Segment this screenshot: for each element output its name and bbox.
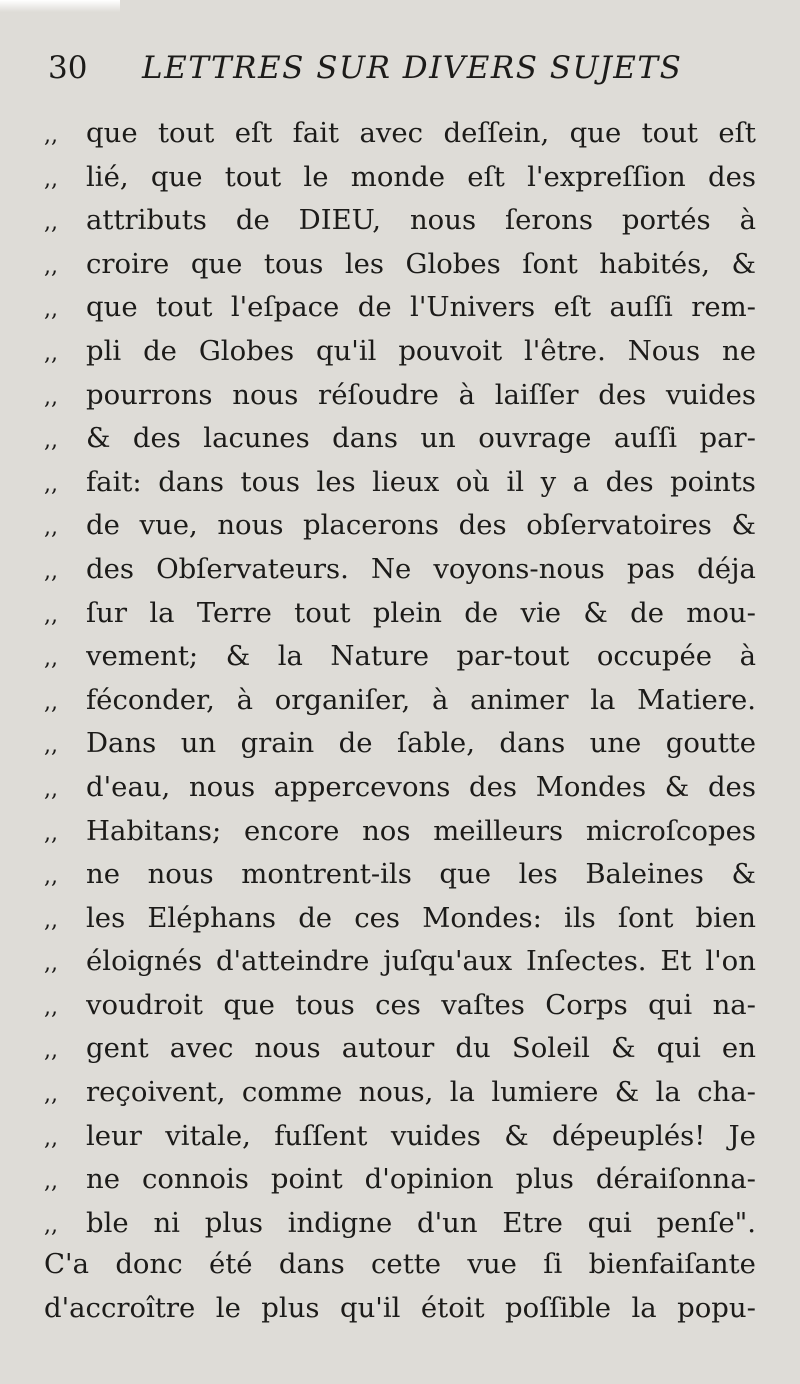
line-text: & des lacunes dans un ouvrage auſſi par- (86, 422, 756, 455)
quotation-mark: ,, (44, 951, 58, 977)
text-line (44, 895, 756, 939)
quotation-mark: ,, (44, 428, 58, 454)
text-line (44, 1069, 756, 1113)
text-line (44, 1025, 756, 1069)
line-text: que tout eſt fait avec deſſein, que tout eſt (86, 117, 756, 149)
quotation-mark: ,, (44, 1082, 58, 1108)
line-text: ſur la Terre tout plein de vie & de mou- (86, 596, 756, 629)
text-line (44, 633, 756, 677)
quotation-mark: ,, (44, 994, 58, 1020)
text-line (44, 1113, 756, 1157)
quotation-mark: ,, (44, 210, 58, 236)
text-line (44, 284, 756, 328)
quotation-mark: ,, (44, 515, 58, 541)
line-text: que tout l'eſpace de l'Univers eſt auſſi rem- (86, 291, 756, 324)
text-line (44, 808, 756, 852)
line-text: féconder, à organiſer, à animer la Matiere. (86, 683, 756, 716)
line-text: ne nous montrent-ils que les Baleines & (86, 858, 756, 891)
quotation-mark: ,, (44, 558, 58, 584)
line-text: pourrons nous réſoudre à laiſſer des vuides (86, 378, 756, 411)
text-line (44, 1200, 756, 1244)
quotation-mark: ,, (44, 907, 58, 933)
text-line (44, 720, 756, 764)
text-line (44, 677, 756, 721)
quotation-mark: ,, (44, 471, 58, 497)
line-text: d'eau, nous appercevons des Mondes & des (86, 770, 756, 803)
text-line (44, 328, 756, 372)
quotation-mark: ,, (44, 1038, 58, 1064)
quotation-mark: ,, (44, 297, 58, 323)
quotation-mark: ,, (44, 602, 58, 628)
line-text: leur vitale, fuſſent vuides & dépeuplés! Je (86, 1119, 756, 1152)
body-text (44, 110, 756, 1331)
line-text: fait: dans tous les lieux où il y a des points (86, 465, 756, 498)
text-line (44, 764, 756, 808)
line-text: ne connois point d'opinion plus déraiſonna- (86, 1163, 756, 1196)
line-text: lié, que tout le monde eſt l'expreſſion des (86, 160, 756, 193)
text-line (44, 1156, 756, 1200)
quotation-mark: ,, (44, 646, 58, 672)
text-line (44, 372, 756, 416)
line-text: vement; & la Nature par-tout occupée à (86, 640, 756, 673)
line-text: C'a donc été dans cette vue ſi bienfaiſante (44, 1248, 756, 1281)
quotation-mark: ,, (44, 733, 58, 759)
page-header (48, 46, 768, 90)
quotation-mark: ,, (44, 253, 58, 279)
text-line (44, 154, 756, 198)
line-text: éloignés d'atteindre juſqu'aux Inſectes. Et l'on (86, 945, 756, 978)
quotation-mark: ,, (44, 1169, 58, 1195)
page-number: 30 (48, 50, 88, 86)
text-line (44, 502, 756, 546)
quotation-mark: ,, (44, 776, 58, 802)
quotation-mark: ,, (44, 166, 58, 192)
page-edge-shadow (0, 0, 120, 12)
line-text: ble ni plus indigne d'un Etre qui penſe". (86, 1206, 756, 1239)
running-title: LETTRES SUR DIVERS SUJETS (142, 50, 683, 86)
text-line (44, 415, 756, 459)
quotation-mark: ,, (44, 340, 58, 366)
quotation-mark: ,, (44, 384, 58, 410)
text-line (44, 546, 756, 590)
line-text: pli de Globes qu'il pouvoit l'être. Nous ne (86, 334, 756, 367)
quotation-mark: ,, (44, 820, 58, 846)
text-line (44, 1243, 756, 1287)
quotation-mark: ,, (44, 1212, 58, 1238)
text-line (44, 241, 756, 285)
quotation-mark: ,, (44, 123, 58, 148)
line-text: de vue, nous placerons des obſervatoires & (86, 509, 756, 542)
quotation-mark: ,, (44, 689, 58, 715)
line-text: croire que tous les Globes ſont habités, & (86, 247, 756, 280)
text-line (44, 851, 756, 895)
line-text: voudroit que tous ces vaſtes Corps qui na- (86, 988, 756, 1021)
line-text: gent avec nous autour du Soleil & qui en (86, 1032, 756, 1065)
text-line (44, 982, 756, 1026)
line-text: Dans un grain de ſable, dans une goutte (86, 727, 756, 760)
text-line (44, 938, 756, 982)
line-text: des Obſervateurs. Ne voyons-nous pas déja (86, 552, 756, 585)
text-line (44, 590, 756, 634)
line-text: les Eléphans de ces Mondes: ils ſont bien (86, 901, 756, 934)
line-text: reçoivent, comme nous, la lumiere & la cha- (86, 1076, 756, 1109)
quotation-mark: ,, (44, 1125, 58, 1151)
text-line (44, 459, 756, 503)
text-line (44, 1287, 756, 1331)
line-text: d'accroître le plus qu'il étoit poſſible la popu- (44, 1292, 756, 1325)
quotation-mark: ,, (44, 864, 58, 890)
text-line (44, 110, 756, 154)
line-text: attributs de DIEU, nous ſerons portés à (86, 204, 756, 237)
line-text: Habitans; encore nos meilleurs microſcopes (86, 814, 756, 847)
text-line (44, 197, 756, 241)
